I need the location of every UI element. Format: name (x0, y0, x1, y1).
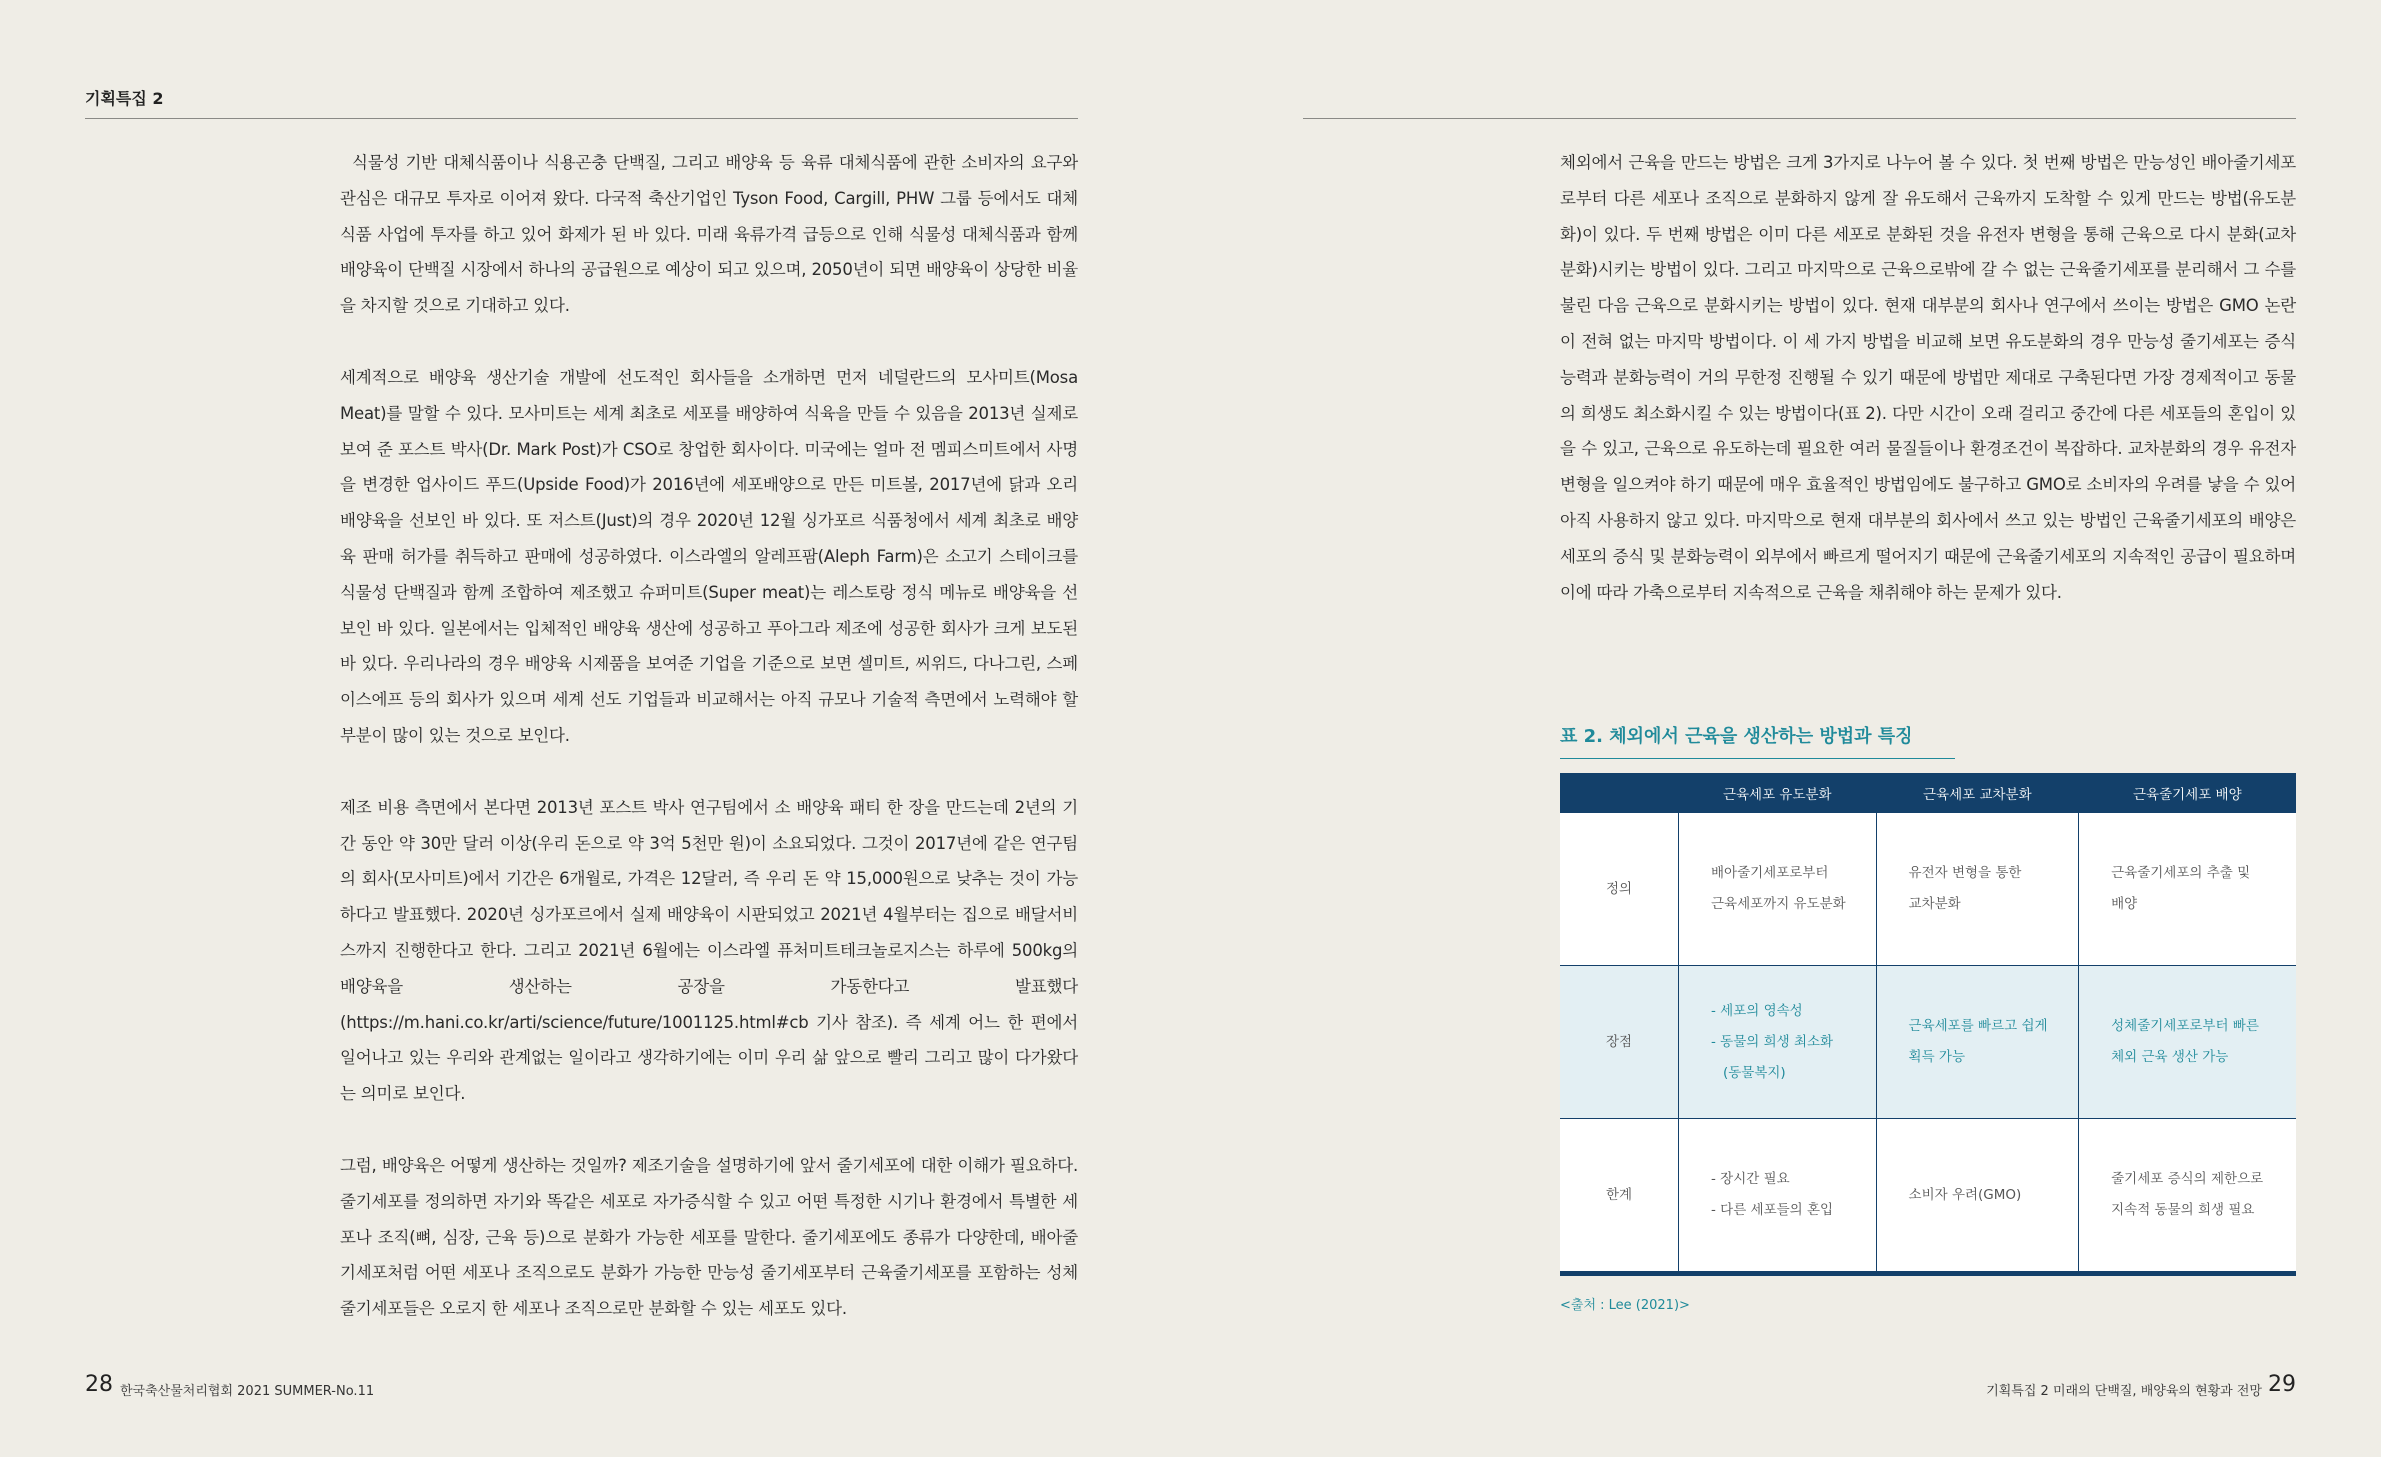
cell-line: 근육세포를 빠르고 쉽게 (1908, 1018, 2048, 1034)
row-label: 한계 (1560, 1119, 1679, 1274)
footer-publication: 한국축산물처리협회 2021 SUMMER-No.11 (120, 1384, 375, 1399)
page-number-left: 28 (85, 1372, 113, 1397)
paragraph: 세계적으로 배양육 생산기술 개발에 선도적인 회사들을 소개하면 먼저 네덜란드의 모사미트(Mosa Meat)를 말할 수 있다. 모사미트는 세계 최초로 세포를 배양하여 식육을 만들 수 있음을 2013년 실제로 보여 준 포스트 박사(Dr. Mark Post)가 CSO로 창업한 회사이다. 미국에는 얼마 전 멤피스미트에서 사명을 변경한 업사이드 푸드(Upside Food)가 2016년에 세포배양으로 만든 미트볼, 2017년에 닭과 오리 배양육을 선보인 바 있다. 또 저스트(Just)의 경우 2020년 12월 싱가포르 식품청에서 세계 최초로 배양육 판매 허가를 취득하고 판매에 성공하였다. 이스라엘의 알레프팜(Aleph Farm)은 소고기 스테이크를 식물성 단백질과 함께 조합하여 제조했고 슈퍼미트(Super meat)는 레스토랑 정식 메뉴로 배양육을 선보인 바 있다. 일본에서는 입체적인 배양육 생산에 성공하고 푸아그라 제조에 성공한 회사가 크게 보도된 바 있다. 우리나라의 경우 배양육 시제품을 보여준 기업을 기준으로 보면 셀미트, 씨위드, 다나그린, 스페이스에프 등의 회사가 있으며 세계 선도 기업들과 비교해서는 아직 규모나 기술적 측면에서 노력해야 할 부분이 많이 있는 것으로 보인다. (340, 367, 1078, 745)
cell-line: - 다른 세포들의 혼입 (1711, 1202, 1834, 1218)
cell-line: 유전자 변형을 통한 (1908, 865, 2022, 881)
table-cell (1679, 966, 1877, 1119)
left-column (340, 145, 1078, 1363)
table-header-row (1560, 773, 2296, 813)
cell-line: 근육줄기세포의 추출 및 (2111, 865, 2251, 881)
cell-line: 배아줄기세포로부터 (1711, 865, 1829, 881)
cell-line: (동물복지) (1723, 1064, 1786, 1081)
table-title: 표 2. 체외에서 근육을 생산하는 방법과 특징 (1560, 722, 1955, 759)
cell-line: 획득 가능 (1908, 1049, 1965, 1065)
cell-line: 성체줄기세포로부터 빠른 (2111, 1018, 2259, 1034)
cell-line: 근육세포까지 유도분화 (1711, 896, 1846, 912)
table-cell (1679, 813, 1877, 966)
comparison-table (1560, 773, 2296, 1276)
section-label: 기획특집 2 (85, 89, 164, 108)
cell-line: 배양 (2111, 896, 2138, 912)
row-label: 장점 (1560, 966, 1679, 1119)
table-header-cell: 근육세포 교차분화 (1876, 773, 2079, 813)
table-row (1560, 1119, 2296, 1274)
paragraph: 식물성 기반 대체식품이나 식용곤충 단백질, 그리고 배양육 등 육류 대체식품에 관한 소비자의 요구와 관심은 대규모 투자로 이어져 왔다. 다국적 축산기업인 Tyson Food, Cargill, PHW 그룹 등에서도 대체식품 사업에 투자를 하고 있어 화제가 된 바 있다. 미래 육류가격 급등으로 인해 식물성 대체식품과 함께 배양육이 단백질 시장에서 하나의 공급원으로 예상이 되고 있으며, 2050년이 되면 배양육이 상당한 비율을 차지할 것으로 기대하고 있다. (340, 153, 1078, 316)
table-cell (1876, 813, 2079, 966)
cell-line: 교차분화 (1908, 896, 1961, 912)
cell-line: 지속적 동물의 희생 필요 (2111, 1202, 2255, 1218)
footer-article-title: 기획특집 2 미래의 단백질, 배양육의 현황과 전망 (1986, 1384, 2262, 1399)
cell-line: - 동물의 희생 최소화 (1711, 1033, 1834, 1050)
table-cell (1679, 1119, 1877, 1274)
right-column (1560, 145, 2296, 646)
table-cell (2079, 1119, 2296, 1274)
table-cell (2079, 813, 2296, 966)
table-cell (1876, 966, 2079, 1119)
table-source: <출처 : Lee (2021)> (1560, 1298, 1690, 1313)
cell-line: - 세포의 영속성 (1711, 1002, 1803, 1019)
cell-line: - 장시간 필요 (1711, 1171, 1790, 1187)
table-row (1560, 966, 2296, 1119)
header-rule-left (85, 118, 1078, 119)
cell-line: 줄기세포 증식의 제한으로 (2111, 1171, 2264, 1187)
paragraph: 그럼, 배양육은 어떻게 생산하는 것일까? 제조기술을 설명하기에 앞서 줄기세포에 대한 이해가 필요하다. 줄기세포를 정의하면 자기와 똑같은 세포로 자가증식할 수 있고 어떤 특정한 시기나 환경에서 특별한 세포나 조직(뼈, 심장, 근육 등)으로 분화가 가능한 세포를 말한다. 줄기세포에도 종류가 다양한데, 배아줄기세포처럼 어떤 세포나 조직으로도 분화가 가능한 만능성 줄기세포부터 근육줄기세포를 포함하는 성체줄기세포들은 오로지 한 세포나 조직으로만 분화할 수 있는 세포도 있다. (340, 1155, 1078, 1319)
table-cell (2079, 966, 2296, 1119)
page-number-right: 29 (2268, 1372, 2296, 1397)
cell-line: 체외 근육 생산 가능 (2111, 1049, 2229, 1065)
row-label: 정의 (1560, 813, 1679, 966)
table-row (1560, 813, 2296, 966)
table-cell (1876, 1119, 2079, 1274)
paragraph: 체외에서 근육을 만드는 방법은 크게 3가지로 나누어 볼 수 있다. 첫 번째 방법은 만능성인 배아줄기세포로부터 다른 세포나 조직으로 분화하지 않게 잘 유도해서 근육까지 도착할 수 있게 만드는 방법(유도분화)이 있다. 두 번째 방법은 이미 다른 세포로 분화된 것을 유전자 변형을 통해 근육으로 다시 분화(교차분화)시키는 방법이 있다. 그리고 마지막으로 근육으로밖에 갈 수 없는 근육줄기세포를 분리해서 그 수를 불린 다음 근육으로 분화시키는 방법이 있다. 현재 대부분의 회사나 연구에서 쓰이는 방법은 GMO 논란이 전혀 없는 마지막 방법이다. 이 세 가지 방법을 비교해 보면 유도분화의 경우 만능성 줄기세포는 증식능력과 분화능력이 거의 무한정 진행될 수 있기 때문에 방법만 제대로 구축된다면 가장 경제적이고 동물의 희생도 최소화시킬 수 있는 방법이다(표 2). 다만 시간이 오래 걸리고 중간에 다른 세포들의 혼입이 있을 수 있고, 근육으로 유도하는데 필요한 여러 물질들이나 환경조건이 복잡하다. 교차분화의 경우 유전자 변형을 일으켜야 하기 때문에 매우 효율적인 방법임에도 불구하고 GMO로 소비자의 우려를 낳을 수 있어 아직 사용하지 않고 있다. 마지막으로 현재 대부분의 회사에서 쓰고 있는 방법인 근육줄기세포의 배양은 세포의 증식 및 분화능력이 외부에서 빠르게 떨어지기 때문에 근육줄기세포의 지속적인 공급이 필요하며 이에 따라 가축으로부터 지속적으로 근육을 채취해야 하는 문제가 있다. (1560, 153, 2296, 602)
header-rule-right (1303, 118, 2296, 119)
cell-line: 소비자 우려(GMO) (1908, 1186, 2022, 1203)
table-header-cell: 근육줄기세포 배양 (2079, 773, 2296, 813)
paragraph: 제조 비용 측면에서 본다면 2013년 포스트 박사 연구팀에서 소 배양육 패티 한 장을 만드는데 2년의 기간 동안 약 30만 달러 이상(우리 돈으로 약 3억 5천만 원)이 소요되었다. 그것이 2017년에 같은 연구팀의 회사(모사미트)에서 기간은 6개월로, 가격은 12달러, 즉 우리 돈 약 15,000원으로 낮추는 것이 가능하다고 발표했다. 2020년 싱가포르에서 실제 배양육이 시판되었고 2021년 4월부터는 집으로 배달서비스까지 진행한다고 한다. 그리고 2021년 6월에는 이스라엘 퓨처미트테크놀로지스는 하루에 500kg의 배양육을 생산하는 공장을 가동한다고 발표했다(https://m.hani.co.kr/arti/science/future/1001125.html#cb 기사 참조). 즉 세계 어느 한 편에서 일어나고 있는 우리와 관계없는 일이라고 생각하기에는 이미 우리 삶 앞으로 빨리 그리고 많이 다가왔다는 의미로 보인다. (340, 797, 1078, 1104)
table-header-cell (1560, 773, 1679, 813)
table-header-cell: 근육세포 유도분화 (1679, 773, 1877, 813)
